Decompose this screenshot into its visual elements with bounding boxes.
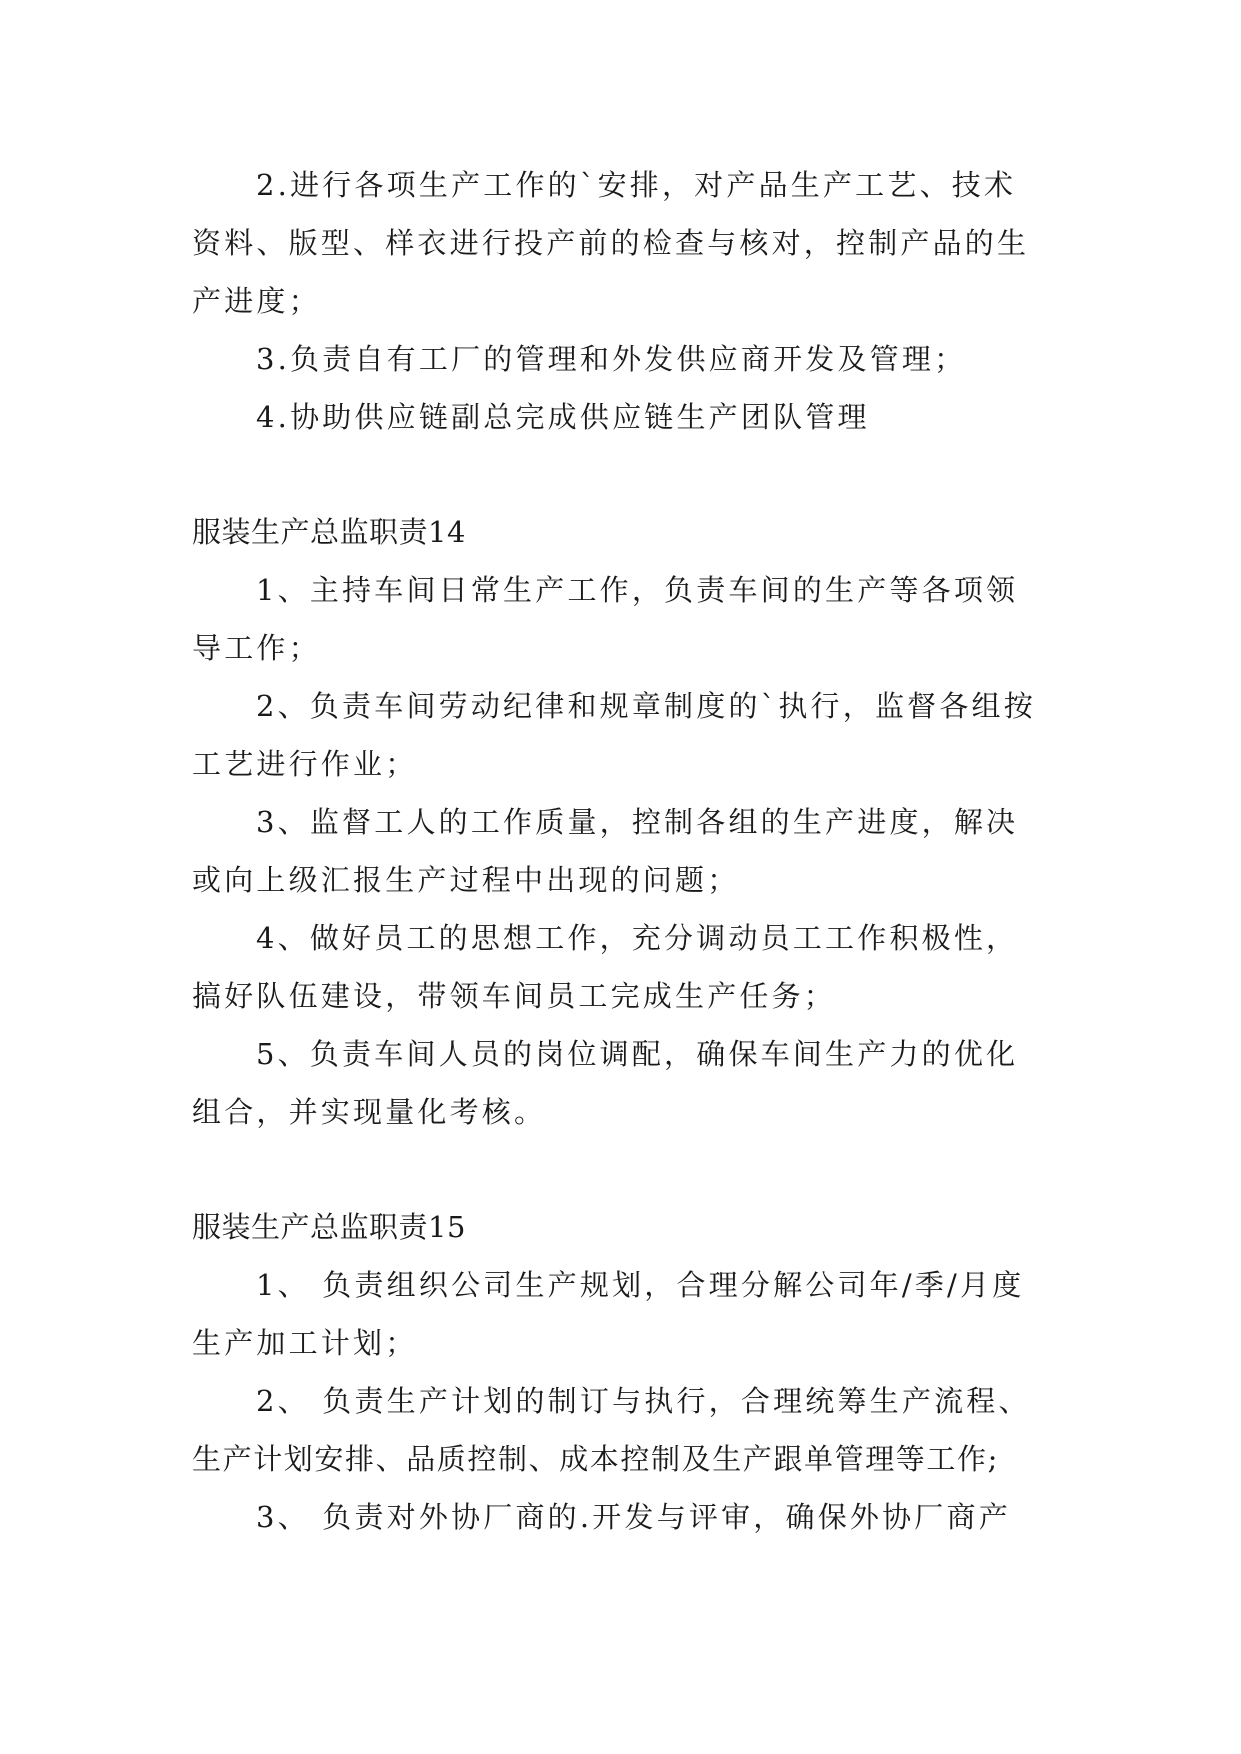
paragraph-line: 工艺进行作业； <box>192 747 418 781</box>
paragraph-line: 搞好队伍建设，带领车间员工完成生产任务； <box>192 979 837 1013</box>
paragraph-line: 1、主持车间日常生产工作，负责车间的生产等各项领 <box>256 573 1019 607</box>
paragraph-line: 4.协助供应链副总完成供应链生产团队管理 <box>256 400 870 434</box>
paragraph-line: 3、监督工人的工作质量，控制各组的生产进度，解决 <box>256 805 1019 839</box>
section-heading: 服装生产总监职责15 <box>192 1210 466 1244</box>
paragraph-line: 或向上级汇报生产过程中出现的问题； <box>192 863 740 897</box>
paragraph-line: 1、 负责组织公司生产规划，合理分解公司年/季/月度 <box>256 1268 1025 1302</box>
paragraph-line: 生产加工计划； <box>192 1326 418 1360</box>
paragraph-line: 4、做好员工的思想工作，充分调动员工工作积极性， <box>256 921 1019 955</box>
paragraph-line: 3、 负责对外协厂商的.开发与评审，确保外协厂商产 <box>256 1500 1011 1534</box>
paragraph-line: 组合，并实现量化考核。 <box>192 1095 547 1129</box>
paragraph-line: 产进度； <box>192 284 321 318</box>
paragraph-line: 生产计划安排、品质控制、成本控制及生产跟单管理等工作; <box>192 1442 999 1476</box>
paragraph-line: 2、 负责生产计划的制订与执行，合理统筹生产流程、 <box>256 1384 1031 1418</box>
paragraph-line: 3.负责自有工厂的管理和外发供应商开发及管理； <box>256 342 967 376</box>
paragraph-line: 导工作； <box>192 631 321 665</box>
paragraph-line: 5、负责车间人员的岗位调配，确保车间生产力的优化 <box>256 1037 1019 1071</box>
paragraph-line: 2、负责车间劳动纪律和规章制度的`执行，监督各组按 <box>256 689 1036 723</box>
section-heading: 服装生产总监职责14 <box>192 515 466 549</box>
paragraph-line: 资料、版型、样衣进行投产前的检查与核对，控制产品的生 <box>192 226 1030 260</box>
paragraph-line: 2.进行各项生产工作的`安排，对产品生产工艺、技术 <box>256 168 1017 202</box>
